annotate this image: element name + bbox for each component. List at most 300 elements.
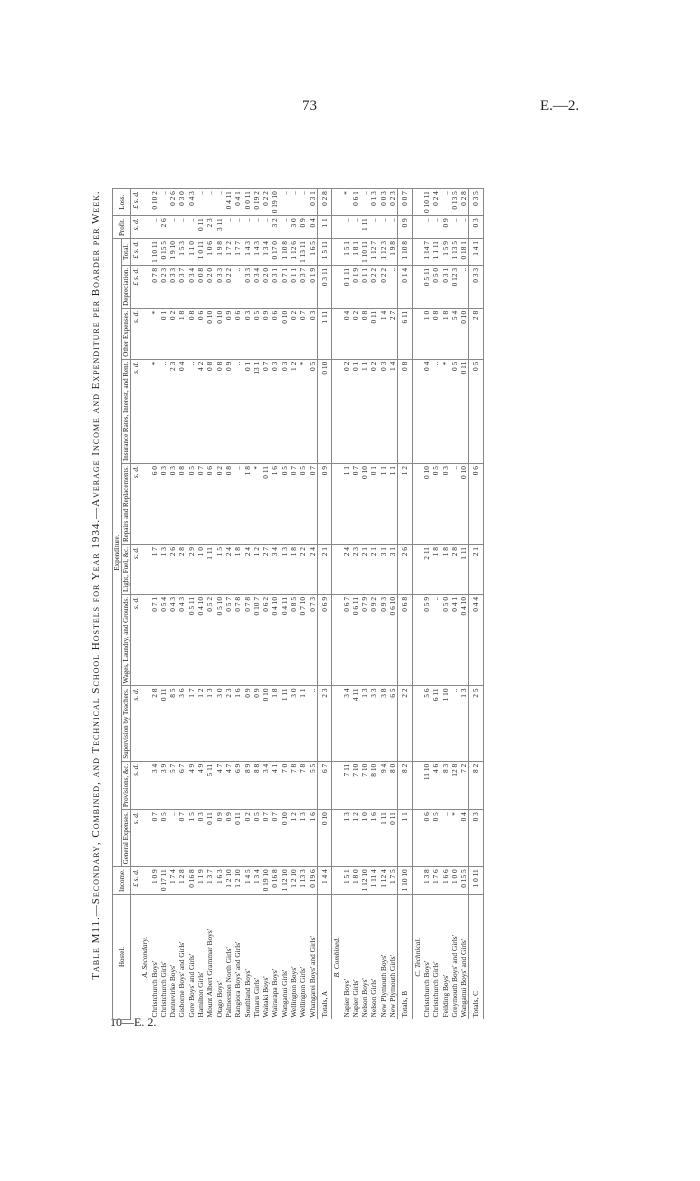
value-cell: 0 7 1 bbox=[150, 594, 159, 685]
value-cell: 0 19 6 bbox=[308, 867, 318, 895]
hostel-name: Palmerston North Girls' bbox=[224, 895, 233, 1020]
value-cell: 2 3 bbox=[224, 686, 233, 761]
value-cell: 0 5 bbox=[431, 810, 440, 867]
unit-cell: s. d. bbox=[131, 686, 141, 761]
value-cell: 1 5 bbox=[215, 545, 224, 595]
value-cell: .. bbox=[431, 594, 440, 685]
value-cell: 0 18 1 bbox=[459, 239, 469, 266]
value-cell: 4 7 bbox=[224, 761, 233, 809]
value-cell: 0 12 3 bbox=[450, 265, 459, 308]
value-cell: 0 2 2 bbox=[369, 265, 378, 308]
col-total: Total. bbox=[122, 239, 131, 266]
hostel-name: New Plymouth Girls' bbox=[388, 895, 398, 1020]
total-cell: 0 0 7 bbox=[398, 189, 412, 216]
total-cell: 0 3 11 bbox=[317, 265, 331, 308]
value-cell: 0 3 1 bbox=[308, 189, 318, 216]
value-cell: .. bbox=[431, 359, 440, 463]
value-cell: 1 0 bbox=[422, 308, 431, 359]
value-cell: 1 3 4 bbox=[252, 867, 261, 895]
value-cell: 1 7 2 bbox=[224, 239, 233, 266]
value-cell: 1 1 bbox=[298, 686, 307, 761]
value-cell: 1 6 bbox=[233, 686, 242, 761]
value-cell: 0 4 1 bbox=[233, 189, 242, 216]
empty-cell bbox=[140, 216, 149, 239]
value-cell: 3 4 bbox=[150, 761, 159, 809]
total-cell: 1 1 bbox=[317, 216, 331, 239]
value-cell: 3 3 bbox=[369, 686, 378, 761]
value-cell: 1 6 bbox=[270, 464, 279, 545]
unit-cell: s. d. bbox=[131, 545, 141, 595]
value-cell: 1 12 4 bbox=[379, 867, 388, 895]
empty-cell bbox=[332, 594, 342, 685]
empty-cell bbox=[412, 867, 422, 895]
value-cell: 3 2 bbox=[270, 216, 279, 239]
hostel-name: Napier Boys' bbox=[342, 895, 351, 1020]
empty-cell bbox=[412, 545, 422, 595]
total-cell: 1 10 10 bbox=[398, 867, 412, 895]
value-cell: 3 0 bbox=[215, 686, 224, 761]
value-cell: 1 7 bbox=[187, 686, 196, 761]
hostel-table bbox=[112, 188, 484, 1020]
value-cell: 7 11 bbox=[342, 761, 351, 809]
value-cell: .. bbox=[388, 216, 398, 239]
value-cell: 0 9 bbox=[252, 686, 261, 761]
value-cell: * bbox=[441, 359, 450, 463]
value-cell: 0 3 7 bbox=[177, 265, 186, 308]
value-cell: 0 10 bbox=[459, 464, 469, 545]
value-cell: 0 4 bbox=[342, 308, 351, 359]
value-cell: 0 10 bbox=[205, 308, 214, 359]
value-cell: 2 7 bbox=[388, 308, 398, 359]
value-cell: 0 17 11 bbox=[159, 867, 168, 895]
table-row bbox=[177, 189, 186, 1020]
value-cell: 1 8 1 bbox=[351, 239, 360, 266]
total-cell: 1 5 11 bbox=[317, 239, 331, 266]
units-row bbox=[131, 189, 141, 1020]
value-cell: 1 0 11 bbox=[196, 239, 205, 266]
value-cell: 1 5 bbox=[187, 810, 196, 867]
value-cell: 0 3 bbox=[168, 464, 177, 545]
value-cell: .. bbox=[159, 359, 168, 463]
value-cell: 1 2 8 bbox=[177, 867, 186, 895]
table-body bbox=[131, 189, 484, 1020]
value-cell: 0 4 bbox=[422, 359, 431, 463]
empty-cell bbox=[332, 867, 342, 895]
total-cell: 8 2 bbox=[398, 761, 412, 809]
hostel-name: Southland Boys' bbox=[243, 895, 252, 1020]
value-cell: .. bbox=[388, 265, 398, 308]
value-cell: 0 3 bbox=[308, 308, 318, 359]
value-cell: .. bbox=[441, 810, 450, 867]
value-cell: 0 3 3 bbox=[168, 265, 177, 308]
value-cell: 0 2 bbox=[215, 464, 224, 545]
unit-cell: s. d. bbox=[131, 308, 141, 359]
value-cell: .. bbox=[342, 216, 351, 239]
empty-cell bbox=[412, 594, 422, 685]
hostel-name: Greymouth Boys' and Girls' bbox=[450, 895, 459, 1020]
value-cell: 2 7 bbox=[261, 545, 270, 595]
value-cell: 0 2 bbox=[243, 810, 252, 867]
value-cell: 1 9 8 bbox=[215, 239, 224, 266]
empty-cell bbox=[140, 761, 149, 809]
table-row bbox=[351, 189, 360, 1020]
value-cell: 9 4 bbox=[379, 761, 388, 809]
value-cell: 2 4 bbox=[224, 545, 233, 595]
value-cell: 0 8 5 bbox=[289, 594, 298, 685]
value-cell: 0 0 11 bbox=[243, 189, 252, 216]
value-cell: 0 7 bbox=[270, 810, 279, 867]
value-cell: 0 2 0 bbox=[261, 265, 270, 308]
value-cell: 5 11 bbox=[205, 761, 214, 809]
value-cell: 0 9 bbox=[215, 810, 224, 867]
value-cell: 0 2 bbox=[351, 308, 360, 359]
value-cell: 0 11 bbox=[159, 686, 168, 761]
unit-cell: s. d. bbox=[131, 761, 141, 809]
value-cell: 1 4 3 bbox=[243, 239, 252, 266]
hostel-name: Nelson Girls' bbox=[369, 895, 378, 1020]
value-cell: 1 4 5 bbox=[243, 867, 252, 895]
col-provisions: Provisions, &c. bbox=[122, 761, 131, 809]
value-cell: 8 5 bbox=[168, 686, 177, 761]
value-cell: 2 6 bbox=[159, 216, 168, 239]
unit-cell: £ s. d. bbox=[131, 265, 141, 308]
value-cell: 5 6 bbox=[422, 686, 431, 761]
value-cell: 8 9 bbox=[243, 761, 252, 809]
value-cell: 0 4 bbox=[459, 810, 469, 867]
value-cell: 0 15 5 bbox=[159, 239, 168, 266]
value-cell: 1 13 5 bbox=[450, 239, 459, 266]
value-cell: 0 6 10 bbox=[388, 594, 398, 685]
value-cell: .. bbox=[308, 686, 318, 761]
value-cell: 0 1 11 bbox=[342, 265, 351, 308]
table-row bbox=[168, 189, 177, 1020]
empty-cell bbox=[332, 239, 342, 266]
value-cell: 0 3 1 bbox=[441, 265, 450, 308]
value-cell: 7 10 bbox=[360, 761, 369, 809]
total-cell: 0 6 9 bbox=[317, 594, 331, 685]
value-cell: 0 9 bbox=[243, 686, 252, 761]
value-cell: 0 5 4 bbox=[159, 594, 168, 685]
value-cell: 0 7 9 bbox=[360, 594, 369, 685]
totals-row bbox=[469, 189, 483, 1020]
value-cell: 0 5 bbox=[252, 308, 261, 359]
value-cell: 0 2 bbox=[369, 359, 378, 463]
empty-cell bbox=[140, 594, 149, 685]
value-cell: 0 9 bbox=[224, 359, 233, 463]
value-cell: .. bbox=[224, 216, 233, 239]
value-cell: 1 2 bbox=[351, 810, 360, 867]
value-cell: * bbox=[150, 308, 159, 359]
empty-cell bbox=[412, 761, 422, 809]
table-row bbox=[159, 189, 168, 1020]
total-cell: 2 1 bbox=[469, 545, 483, 595]
value-cell: 4 9 bbox=[187, 761, 196, 809]
total-cell: 0 8 bbox=[398, 359, 412, 463]
value-cell: 0 5 bbox=[280, 464, 289, 545]
empty-cell bbox=[412, 189, 422, 216]
table-caption: Table M11.—Secondary, Combined, and Technical School Hostels for Year 1934.—Average Income and Expenditure per Boarder per Week. bbox=[90, 190, 102, 980]
value-cell: 1 1 bbox=[379, 464, 388, 545]
value-cell: 0 1 1 bbox=[289, 265, 298, 308]
table-row bbox=[459, 189, 469, 1020]
value-cell: 0 7 8 bbox=[233, 594, 242, 685]
value-cell: 0 6 7 bbox=[342, 594, 351, 685]
table-row bbox=[422, 189, 431, 1020]
value-cell: 0 5 bbox=[298, 464, 307, 545]
table-row bbox=[187, 189, 196, 1020]
table-row bbox=[298, 189, 307, 1020]
col-general: General Expenses. bbox=[122, 810, 131, 867]
col-insurance: Insurance Rates, Interest, and Rent. bbox=[122, 359, 131, 463]
value-cell: 0 7 bbox=[261, 810, 270, 867]
value-cell: 0 2 bbox=[289, 308, 298, 359]
value-cell: 0 4 11 bbox=[280, 594, 289, 685]
value-cell: 0 19 10 bbox=[261, 867, 270, 895]
value-cell: 0 4 3 bbox=[168, 594, 177, 685]
value-cell: 4 11 bbox=[351, 686, 360, 761]
unit-cell: s. d. bbox=[131, 810, 141, 867]
value-cell: 0 4 10 bbox=[270, 594, 279, 685]
value-cell: 0 3 bbox=[196, 810, 205, 867]
hostel-name: Christchurch Boys' bbox=[150, 895, 159, 1020]
value-cell: .. bbox=[422, 216, 431, 239]
hostel-name: Rangiora Boys' and Girls' bbox=[233, 895, 242, 1020]
value-cell: 0 6 bbox=[233, 308, 242, 359]
table-row bbox=[450, 189, 459, 1020]
value-cell: 1 8 bbox=[289, 545, 298, 595]
totals-row bbox=[398, 189, 412, 1020]
value-cell: 1 1 0 bbox=[187, 239, 196, 266]
empty-cell bbox=[332, 308, 342, 359]
value-cell: 1 4 bbox=[388, 359, 398, 463]
value-cell: 1 11 bbox=[379, 810, 388, 867]
value-cell: 0 19 10 bbox=[270, 189, 279, 216]
value-cell: 0 4 11 bbox=[224, 189, 233, 216]
value-cell: 1 7 7 bbox=[233, 239, 242, 266]
value-cell: 0 5 bbox=[159, 810, 168, 867]
unit-cell: s. d. bbox=[131, 464, 141, 545]
total-cell: 0 6 bbox=[469, 464, 483, 545]
value-cell: 0 2 6 bbox=[168, 189, 177, 216]
value-cell: 0 5 7 bbox=[224, 594, 233, 685]
empty-cell bbox=[140, 239, 149, 266]
value-cell: 0 11 bbox=[196, 216, 205, 239]
table-row bbox=[431, 189, 440, 1020]
empty-cell bbox=[332, 545, 342, 595]
hostel-name: Wairarapa Boys' bbox=[270, 895, 279, 1020]
empty-cell bbox=[332, 359, 342, 463]
value-cell: 0 2 2 bbox=[224, 265, 233, 308]
totals-label: Totals, B bbox=[398, 895, 412, 1020]
value-cell: 0 11 bbox=[369, 308, 378, 359]
value-cell: 0 9 3 bbox=[379, 594, 388, 685]
table-row bbox=[243, 189, 252, 1020]
hostel-name: Hamilton Girls' bbox=[196, 895, 205, 1020]
total-cell: 0 3 bbox=[469, 810, 483, 867]
value-cell: 0 6 11 bbox=[351, 594, 360, 685]
value-cell: 0 2 bbox=[168, 308, 177, 359]
value-cell: 0 3 bbox=[441, 464, 450, 545]
value-cell: 0 5 0 bbox=[431, 265, 440, 308]
total-cell: 6 7 bbox=[317, 761, 331, 809]
value-cell: 0 1 1 bbox=[360, 265, 369, 308]
value-cell: .. bbox=[450, 464, 459, 545]
value-cell: 1 10 8 bbox=[280, 239, 289, 266]
value-cell: 0 8 bbox=[431, 308, 440, 359]
value-cell: 3 4 bbox=[270, 545, 279, 595]
value-cell: 0 10 bbox=[422, 464, 431, 545]
value-cell: 0 3 7 bbox=[298, 265, 307, 308]
value-cell: 2 4 bbox=[342, 545, 351, 595]
empty-cell bbox=[140, 189, 149, 216]
col-hostel: Hostel. bbox=[113, 895, 131, 1020]
value-cell: 1 12 10 bbox=[360, 867, 369, 895]
value-cell: 1 0 bbox=[360, 810, 369, 867]
value-cell: .. bbox=[441, 189, 450, 216]
value-cell: .. bbox=[196, 189, 205, 216]
value-cell: 0 9 bbox=[441, 216, 450, 239]
value-cell: * bbox=[150, 359, 159, 463]
value-cell: 0 7 8 bbox=[243, 594, 252, 685]
value-cell: 1 7 bbox=[150, 545, 159, 595]
value-cell: 0 6 bbox=[422, 810, 431, 867]
total-cell: 2 6 bbox=[398, 545, 412, 595]
unit-cell: £ s. d. bbox=[131, 239, 141, 266]
value-cell: 12 8 bbox=[450, 761, 459, 809]
empty-cell bbox=[140, 265, 149, 308]
value-cell: 1 6 bbox=[369, 810, 378, 867]
hostel-name: Wellington Girls' bbox=[298, 895, 307, 1020]
empty-cell bbox=[140, 867, 149, 895]
value-cell: 0 5 bbox=[252, 810, 261, 867]
value-cell: 1 12 10 bbox=[280, 867, 289, 895]
value-cell: 1 2 bbox=[289, 810, 298, 867]
value-cell: 6 7 bbox=[177, 761, 186, 809]
col-depreciation: Depreciation. bbox=[122, 265, 131, 308]
total-cell: 0 6 8 bbox=[398, 594, 412, 685]
value-cell: 3 1 bbox=[388, 545, 398, 595]
totals-row bbox=[317, 189, 331, 1020]
table-row bbox=[360, 189, 369, 1020]
empty-cell bbox=[332, 189, 342, 216]
value-cell: 1 13 3 bbox=[298, 867, 307, 895]
value-cell: 3 8 bbox=[379, 686, 388, 761]
value-cell: .. bbox=[351, 216, 360, 239]
empty-cell bbox=[140, 810, 149, 867]
value-cell: 1 3 4 bbox=[261, 239, 270, 266]
table-row bbox=[215, 189, 224, 1020]
value-cell: 0 8 bbox=[205, 359, 214, 463]
hostel-name: Mount Albert Grammar Boys' bbox=[205, 895, 214, 1020]
empty-cell bbox=[332, 810, 342, 867]
totals-label: Totals, C bbox=[469, 895, 483, 1020]
value-cell: 0 3 bbox=[270, 359, 279, 463]
value-cell: 8 8 bbox=[252, 761, 261, 809]
value-cell: 0 8 bbox=[215, 359, 224, 463]
empty-cell bbox=[332, 686, 342, 761]
total-cell: 1 11 bbox=[317, 308, 331, 359]
value-cell: 0 1 3 bbox=[369, 189, 378, 216]
value-cell: 0 7 bbox=[308, 464, 318, 545]
total-cell: 0 9 bbox=[317, 464, 331, 545]
value-cell: 1 6 3 bbox=[215, 867, 224, 895]
value-cell: .. bbox=[159, 189, 168, 216]
value-cell: 3 9 bbox=[159, 761, 168, 809]
empty-cell bbox=[412, 359, 422, 463]
table-row bbox=[205, 189, 214, 1020]
value-cell: .. bbox=[150, 216, 159, 239]
value-cell: 1 12 6 bbox=[289, 239, 298, 266]
value-cell: 1 11 bbox=[459, 545, 469, 595]
total-cell: 0 10 bbox=[317, 810, 331, 867]
total-cell: 2 3 bbox=[317, 686, 331, 761]
value-cell: 0 7 3 bbox=[308, 594, 318, 685]
value-cell: 0 5 bbox=[450, 359, 459, 463]
value-cell: 0 9 bbox=[298, 216, 307, 239]
value-cell: 1 14 7 bbox=[422, 239, 431, 266]
value-cell: 0 7 bbox=[261, 359, 270, 463]
value-cell: 0 5 10 bbox=[215, 594, 224, 685]
value-cell: .. bbox=[261, 216, 270, 239]
value-cell: 1 11 bbox=[205, 545, 214, 595]
value-cell: 0 11 bbox=[205, 810, 214, 867]
hostel-name: Dannevirke Boys' bbox=[168, 895, 177, 1020]
col-other: Other Expenses. bbox=[122, 308, 131, 359]
value-cell: 1 2 bbox=[252, 545, 261, 595]
hostel-name: New Plymouth Boys' bbox=[379, 895, 388, 1020]
value-cell: 1 1 11 bbox=[431, 239, 440, 266]
value-cell: 2 8 bbox=[450, 545, 459, 595]
value-cell: 3 1 bbox=[379, 545, 388, 595]
page-number: 73 bbox=[302, 98, 317, 114]
value-cell: 0 11 bbox=[233, 810, 242, 867]
value-cell: 0 7 bbox=[177, 810, 186, 867]
value-cell: 7 8 bbox=[289, 761, 298, 809]
value-cell: 0 11 bbox=[261, 464, 270, 545]
value-cell: 0 3 4 bbox=[187, 265, 196, 308]
table-row bbox=[441, 189, 450, 1020]
value-cell: 0 8 bbox=[224, 464, 233, 545]
col-supervision: Supervision by Teachers. bbox=[122, 686, 131, 761]
value-cell: 2 8 bbox=[150, 686, 159, 761]
hostel-name: Wellington Boys' bbox=[289, 895, 298, 1020]
hostel-name: Christchurch Girls' bbox=[431, 895, 440, 1020]
unit-cell: s. d. bbox=[131, 594, 141, 685]
value-cell: 1 12 3 bbox=[379, 239, 388, 266]
total-cell: 2 2 bbox=[398, 686, 412, 761]
table-row bbox=[270, 189, 279, 1020]
value-cell: 1 3 bbox=[205, 686, 214, 761]
value-cell: .. bbox=[168, 810, 177, 867]
value-cell: 0 19 2 bbox=[252, 189, 261, 216]
value-cell: 0 4 3 bbox=[187, 189, 196, 216]
value-cell: 1 8 bbox=[431, 545, 440, 595]
value-cell: 0 8 bbox=[360, 308, 369, 359]
value-cell: 0 2 3 bbox=[388, 189, 398, 216]
value-cell: 13 1 bbox=[252, 359, 261, 463]
value-cell: 0 1 bbox=[159, 308, 168, 359]
value-cell: .. bbox=[233, 464, 242, 545]
value-cell: 1 10 11 bbox=[360, 239, 369, 266]
unit-cell: s. d. bbox=[131, 359, 141, 463]
empty-cell bbox=[412, 810, 422, 867]
total-cell: 0 10 bbox=[317, 359, 331, 463]
value-cell: 0 10 bbox=[215, 308, 224, 359]
value-cell: 0 9 bbox=[224, 810, 233, 867]
value-cell: 0 6 bbox=[205, 464, 214, 545]
value-cell: .. bbox=[187, 359, 196, 463]
value-cell: 0 6 bbox=[270, 308, 279, 359]
